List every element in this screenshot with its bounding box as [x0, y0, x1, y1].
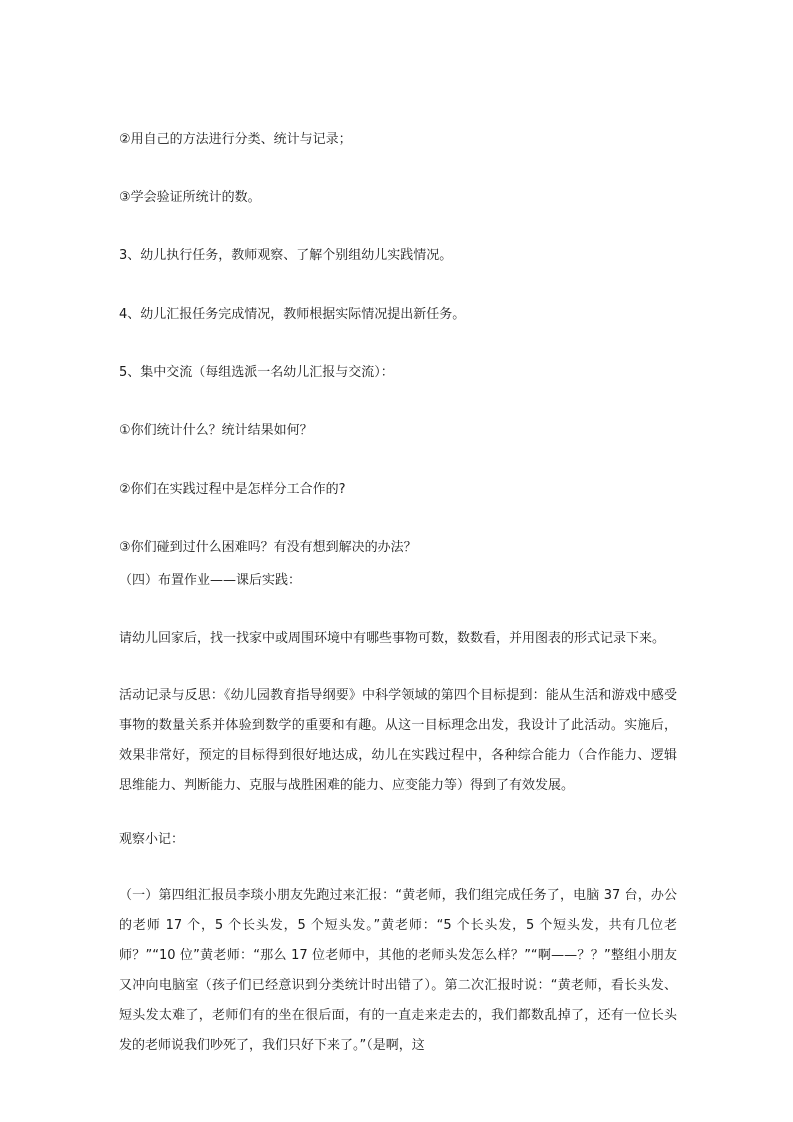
observation-paragraph: （一）第四组汇报员李琰小朋友先跑过来汇报：“黄老师，我们组完成任务了，电脑 37 台，办公的老师 17 个，5 个长头发，5 个短头发。”黄老师：“5 个长头发，5 个短头发，共有几位老师？”“10 位”黄老师：“那么 17 位老师中，其他的老师头发怎么样？”“啊——？？”整组小朋友又冲向电脑室（孩子们已经意识到分类统计时出错了）。第二次汇报时说：“黄老师，看长头发、短头发太难了，老师们有的坐在很后面，有的一直走来走去的，我们都数乱掉了，还有一位长头发的老师说我们吵死了，我们只好下来了。”（是啊，这	[119, 888, 677, 1053]
objective-item-3: ③学会验证所统计的数。	[119, 190, 261, 205]
objective-item-2: ②用自己的方法进行分类、统计与记录；	[119, 132, 352, 147]
step-4: 4、幼儿汇报任务完成情况，教师根据实际情况提出新任务。	[119, 307, 466, 322]
step-3: 3、幼儿执行任务，教师观察、了解个别组幼儿实践情况。	[119, 248, 453, 263]
question-3: ③你们碰到过什么困难吗？有没有想到解决的办法？	[119, 540, 417, 555]
step-5: 5、集中交流（每组选派一名幼儿汇报与交流）：	[119, 365, 394, 380]
reflection-paragraph: 活动记录与反思：《幼儿园教育指导纲要》中科学领域的第四个目标提到：能从生活和游戏中感受事物的数量关系并体验到数学的重要和有趣。从这一目标理念出发，我设计了此活动。实施后，效果非常好，预定的目标得到很好地达成，幼儿在实践过程中，各种综合能力（合作能力、逻辑思维能力、判断能力、克服与战胜困难的能力、应变能力等）得到了有效发展。	[119, 688, 677, 793]
homework-instruction: 请幼儿回家后，找一找家中或周围环境中有哪些事物可数，数数看，并用图表的形式记录下来。	[119, 631, 666, 646]
question-1: ①你们统计什么？统计结果如何？	[119, 423, 313, 438]
observation-title: 观察小记：	[119, 832, 185, 847]
question-2: ②你们在实践过程中是怎样分工合作的?	[119, 482, 346, 497]
section-heading-homework: （四）布置作业——课后实践：	[119, 573, 302, 588]
